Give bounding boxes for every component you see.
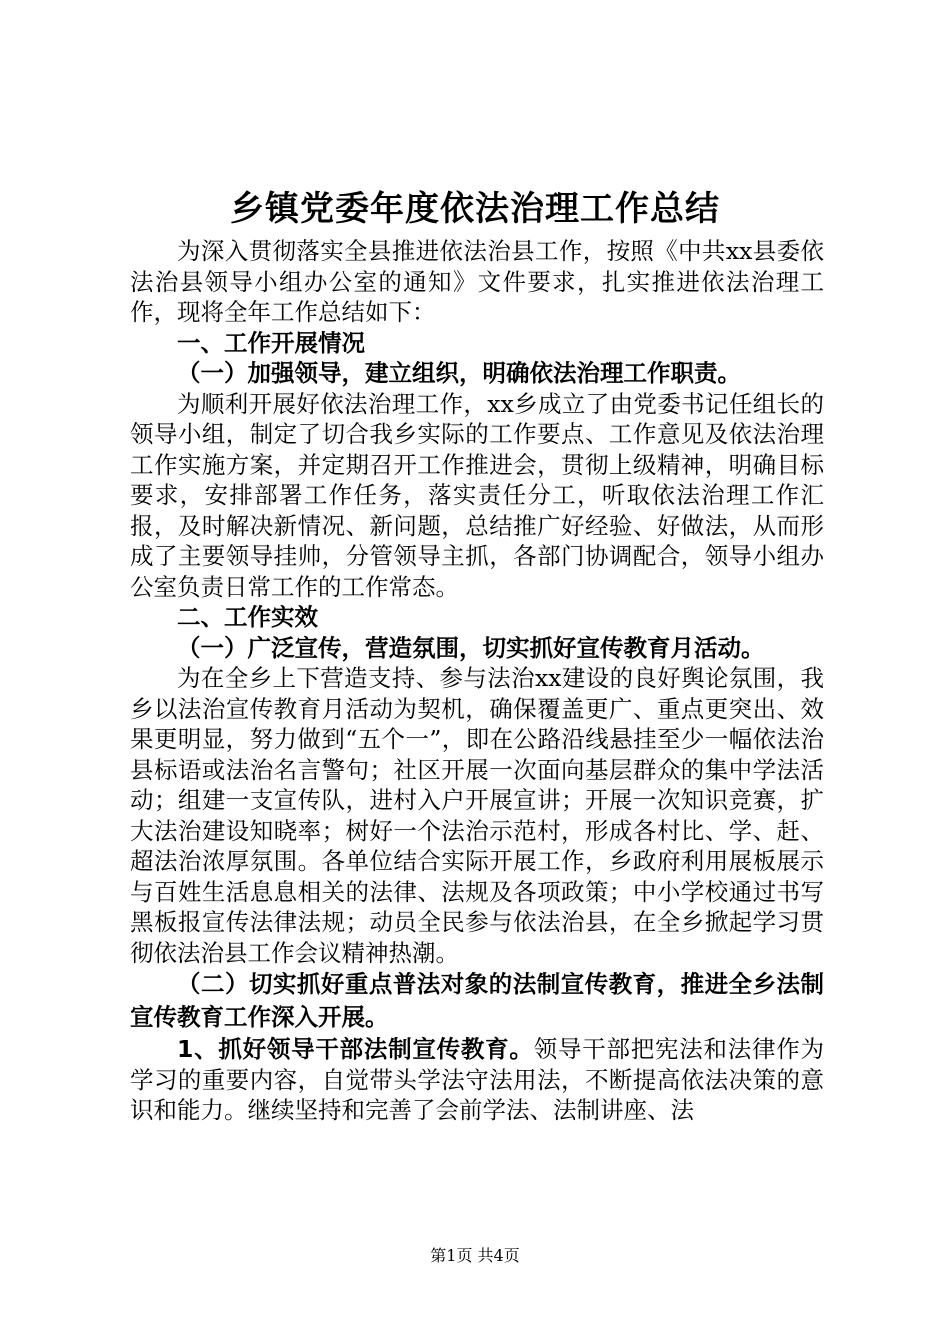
item1-body: 领导干部把宪法和法律作为学习的重要内容，自觉带头学法守法用法，不断提高依法决策的意识和能力。继续坚持和完善了会前学法、法制讲座、法	[130, 1035, 824, 1124]
document-body	[130, 236, 824, 1126]
item1-lead: 1、抓好领导干部法制宣传教育。	[177, 1035, 534, 1063]
section1-sub1-paragraph: 为顺利开展好依法治理工作，xx乡成立了由党委书记任组长的领导小组，制定了切合我乡实际的工作要点、工作意见及依法治理工作实施方案，并定期召开工作推进会，贯彻上级精神，明确目标要求，安排部署工作任务，落实责任分工，听取依法治理工作汇报，及时解决新情况、新问题，总结推广好经验、好做法，从而形成了主要领导挂帅，分管领导主抓，各部门协调配合，领导小组办公室负责日常工作的工作常态。	[130, 389, 824, 601]
section1-heading: 一、工作开展情况	[177, 328, 365, 357]
section2-sub2-heading: （二）切实抓好重点普法对象的法制宣传教育，推进全乡法制宣传教育工作深入开展。	[130, 970, 824, 1031]
page-footer: 第1页 共4页	[430, 1246, 520, 1265]
item1-paragraph	[130, 1034, 824, 1126]
section2-heading: 二、工作实效	[177, 603, 318, 631]
section2-sub1-paragraph: 为在全乡上下营造支持、参与法治xx建设的良好舆论氛围，我乡以法治宣传教育月活动为契机，确保覆盖更广、重点更突出、效果更明显，努力做到“五个一”，即在公路沿线悬挂至少一幅依法治县标语或法治名言警句；社区开展一次面向基层群众的集中学法活动；组建一支宣传队，进村入户开展宣讲；开展一次知识竞赛，扩大法治建设知晓率；树好一个法治示范村，形成各村比、学、赶、超法治浓厚氛围。各单位结合实际开展工作，乡政府利用展板展示与百姓生活息息相关的法律、法规及各项政策；中小学校通过书写黑板报宣传法律法规；动员全民参与依法治县，在全乡掀起学习贯彻依法治县工作会议精神热潮。	[130, 664, 824, 967]
section2-sub1-heading: （一）广泛宣传，营造氛围，切实抓好宣传教育月活动。	[177, 633, 765, 662]
document-title: 乡镇党委年度依法治理工作总结	[230, 189, 720, 229]
section1-sub1-heading: （一）加强领导，建立组织，明确依法治理工作职责。	[177, 359, 741, 387]
intro-paragraph: 为深入贯彻落实全县推进依法治县工作，按照《中共xx县委依法治县领导小组办公室的通知》文件要求，扎实推进依法治理工作，现将全年工作总结如下：	[130, 237, 824, 326]
